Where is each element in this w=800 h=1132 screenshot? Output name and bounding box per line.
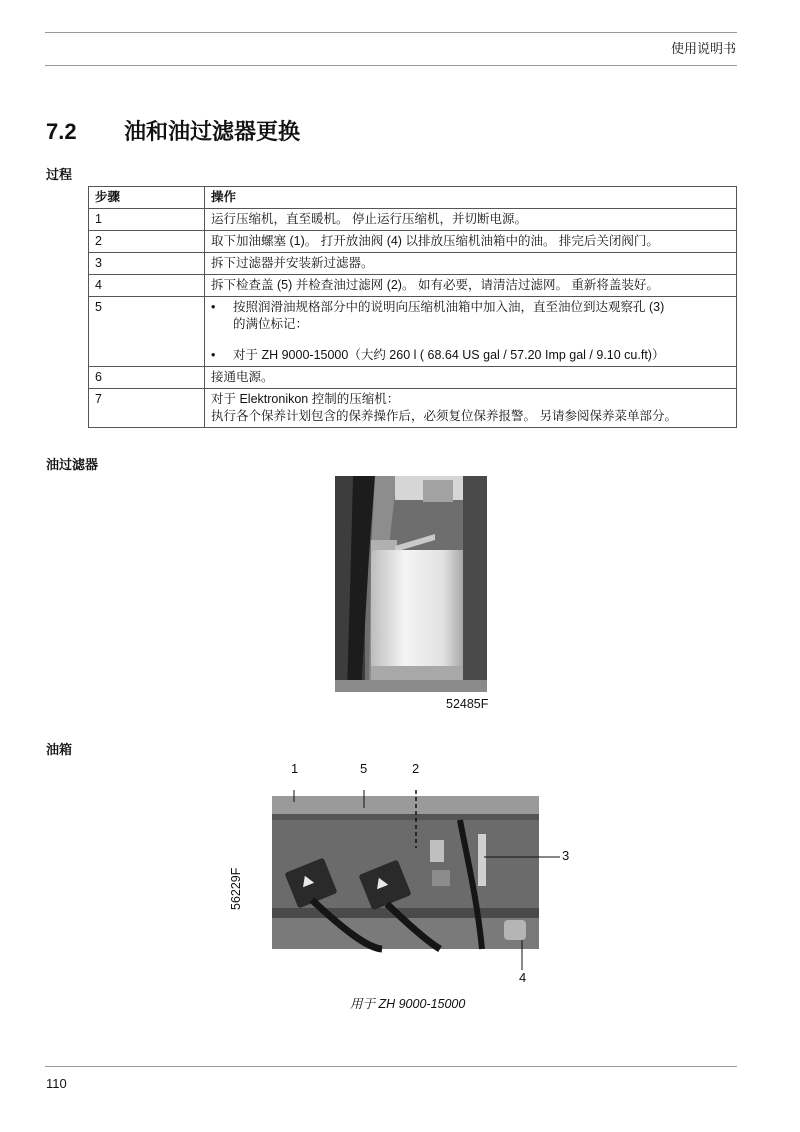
callout-2: 2	[412, 761, 420, 776]
table-row	[89, 367, 737, 389]
bullet-item	[211, 347, 730, 364]
oil-filter-photo	[335, 476, 487, 692]
callout-1: 1	[291, 761, 299, 776]
step-action-line: 对于 Elektronikon 控制的压缩机：	[211, 392, 400, 406]
bullet-text-line: 对于 ZH 9000-15000（大约 260 l ( 68.64 US gal / 57.20 Imp gal / 9.10 cu.ft)）	[233, 348, 665, 362]
table-row	[89, 231, 737, 253]
step-number: 3	[89, 253, 205, 275]
step-action: 运行压缩机，直至暖机。 停止运行压缩机，并切断电源。	[205, 209, 737, 231]
step-action	[205, 297, 737, 367]
step-action: 取下加油螺塞 (1)。 打开放油阀 (4) 以排放压缩机油箱中的油。 排完后关闭阀门。	[205, 231, 737, 253]
step-number: 4	[89, 275, 205, 297]
step-action-line: 执行各个保养计划包含的保养操作后，必须复位保养报警。 另请参阅保养菜单部分。	[211, 409, 677, 423]
step-number: 2	[89, 231, 205, 253]
table-row	[89, 389, 737, 428]
step-number: 6	[89, 367, 205, 389]
callout-4: 4	[519, 970, 527, 985]
oil-tank-caption: 用于 ZH 9000-15000	[350, 997, 466, 1011]
bullet-symbol: •	[211, 300, 216, 314]
oil-tank-heading: 油箱	[46, 742, 73, 757]
procedure-heading: 过程	[46, 167, 73, 182]
section-heading: 油和油过滤器更换	[124, 119, 301, 144]
callout-5: 5	[360, 761, 368, 776]
step-number: 1	[89, 209, 205, 231]
table-row	[89, 253, 737, 275]
header-rule-bottom	[45, 65, 737, 66]
step-number: 5	[89, 297, 205, 367]
table-header-row	[89, 187, 737, 209]
bullet-text-line: 按照润滑油规格部分中的说明向压缩机油箱中加入油，直至油位到达观察孔 (3)	[233, 300, 665, 314]
step-action: 接通电源。	[205, 367, 737, 389]
header-title: 使用说明书	[670, 41, 736, 56]
column-header-step: 步骤	[89, 187, 205, 209]
bullet-text-line: 的满位标记：	[233, 317, 309, 331]
step-action: 拆下过滤器并安装新过滤器。	[205, 253, 737, 275]
bullet-item	[211, 299, 730, 333]
oil-tank-photo	[272, 778, 562, 970]
oil-filter-figure-id: 52485F	[446, 697, 489, 711]
callout-3: 3	[562, 848, 570, 863]
column-header-action: 操作	[205, 187, 737, 209]
procedure-table	[88, 186, 737, 428]
footer-rule	[45, 1066, 737, 1067]
oil-tank-figure-id: 56229F	[229, 867, 243, 910]
section-title	[46, 115, 300, 146]
table-row	[89, 275, 737, 297]
section-number: 7.2	[46, 119, 77, 144]
bullet-spacer	[211, 333, 730, 347]
table-row	[89, 209, 737, 231]
step-action	[205, 389, 737, 428]
oil-filter-heading: 油过滤器	[46, 457, 99, 472]
bullet-text	[233, 299, 664, 333]
page-number: 110	[46, 1076, 67, 1091]
step-number: 7	[89, 389, 205, 428]
table-row	[89, 297, 737, 367]
header-rule-top	[45, 32, 737, 33]
step-action: 拆下检查盖 (5) 并检查油过滤网 (2)。 如有必要，请清洁过滤网。 重新将盖装好。	[205, 275, 737, 297]
bullet-symbol: •	[211, 348, 216, 362]
